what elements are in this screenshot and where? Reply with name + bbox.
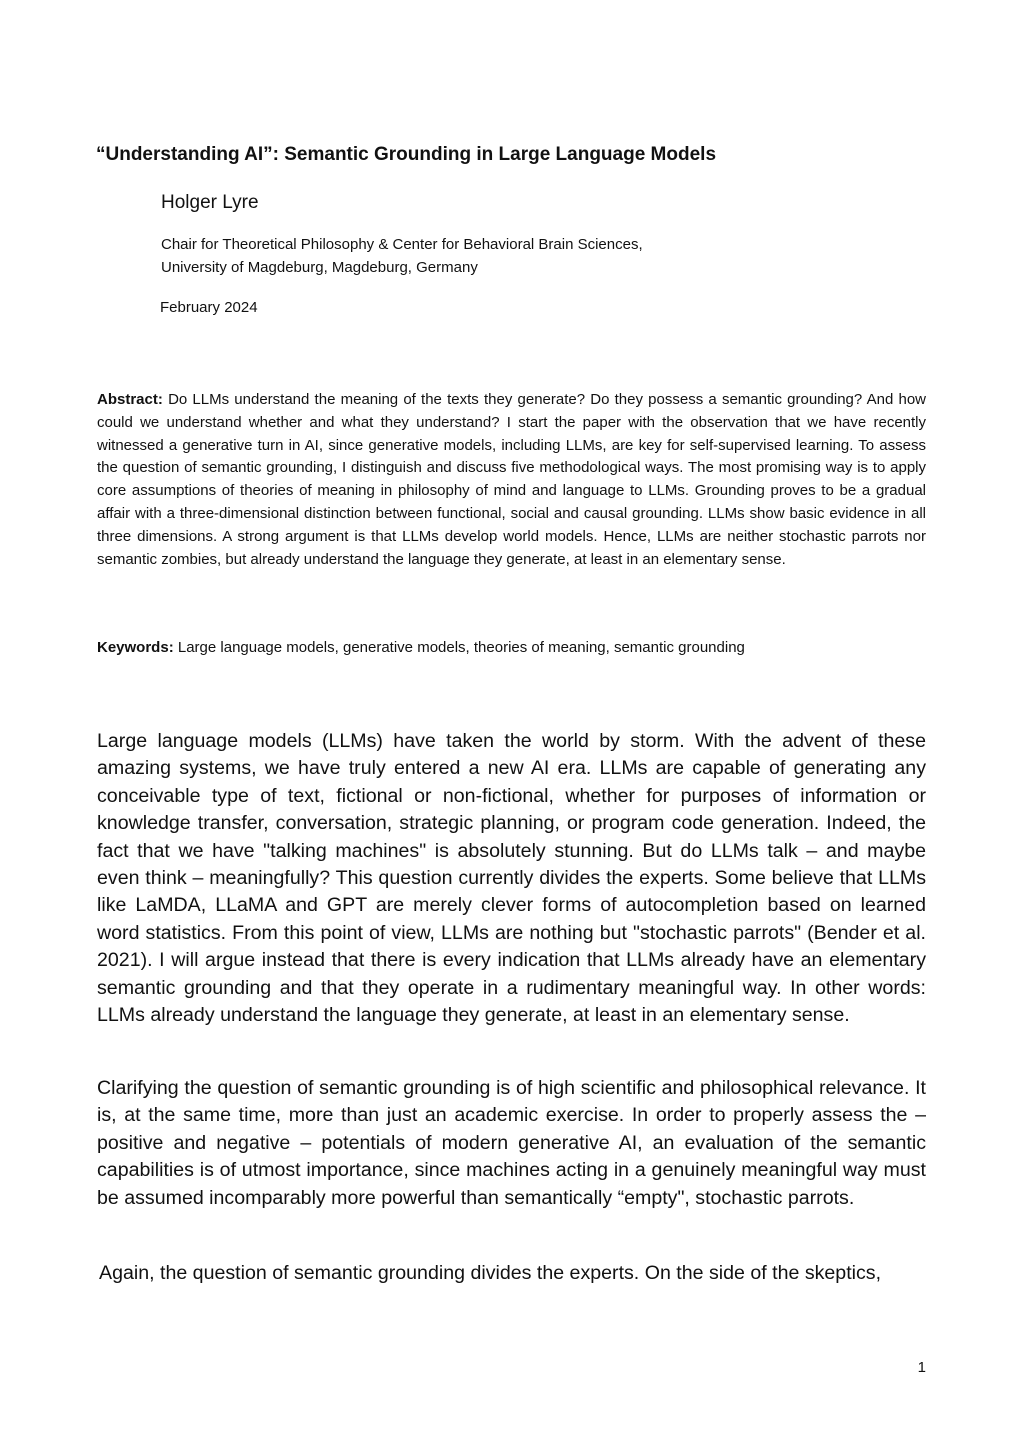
body-paragraph: Large language models (LLMs) have taken the world by storm. With the advent of these amazing systems, we have truly entered a new AI era. LLMs are capable of generating any conceivable type of text, fictional or non-fictional, whether for purposes of information or knowledge transfer, conversation, strategic planning, or program code generation. Indeed, the fact that we have "talking machines" is absolutely stunning. But do LLMs talk – and maybe even think – meaningfully? This question currently divides the experts. Some believe that LLMs like LaMDA, LLaMA and GPT are merely clever forms of autocompletion based on learned word statistics. From this point of view, LLMs are nothing but "stochastic parrots" (Bender et al. 2021). I will argue instead that there is every indication that LLMs already have an elementary semantic grounding and that they operate in a rudimentary meaningful way. In other words: LLMs already understand the language they generate, at least in an elementary sense. — [97, 730, 926, 1027]
abstract-text: Do LLMs understand the meaning of the texts they generate? Do they possess a semantic grounding? And how could we understand whether and what they understand? I start the paper with the observation that we have recently witnessed a generative turn in AI, since generative models, including LLMs, are key for self-supervised learning. To assess the question of semantic grounding, I distinguish and discuss five methodological ways. The most promising way is to apply core assumptions of theories of meaning in philosophy of mind and language to LLMs. Grounding proves to be a gradual affair with a three-dimensional distinction between functional, social and causal grounding. LLMs show basic evidence in all three dimensions. A strong argument is that LLMs develop world models. Hence, LLMs are neither stochastic parrots nor semantic zombies, but already understand the language they generate, at least in an elementary sense. — [97, 391, 926, 568]
keywords — [97, 637, 926, 659]
abstract-label: Abstract: — [97, 391, 163, 408]
page-number: 1 — [917, 1359, 926, 1376]
body-paragraph: Clarifying the question of semantic grounding is of high scientific and philosophical relevance. It is, at the same time, more than just an academic exercise. In order to properly assess the – positive and negative – potentials of modern generative AI, an evaluation of the semantic capabilities is of utmost importance, since machines acting in a genuinely meaningful way must be assumed incomparably more powerful than semantically “empty", stochastic parrots. — [97, 1077, 926, 1209]
abstract — [97, 389, 926, 571]
publication-date: February 2024 — [160, 299, 258, 316]
affiliation-line: Chair for Theoretical Philosophy & Center for Behavioral Brain Sciences, — [161, 236, 643, 253]
keywords-label: Keywords: — [97, 639, 174, 656]
author-affiliation — [161, 233, 643, 279]
author-name: Holger Lyre — [161, 192, 259, 213]
keywords-text: Large language models, generative models, theories of meaning, semantic grounding — [177, 639, 745, 656]
body-paragraph: Again, the question of semantic grounding divides the experts. On the side of the skeptics, — [99, 1262, 882, 1284]
affiliation-line: University of Magdeburg, Magdeburg, Germany — [161, 259, 478, 276]
paper-title: “Understanding AI”: Semantic Grounding in Large Language Models — [96, 144, 717, 165]
